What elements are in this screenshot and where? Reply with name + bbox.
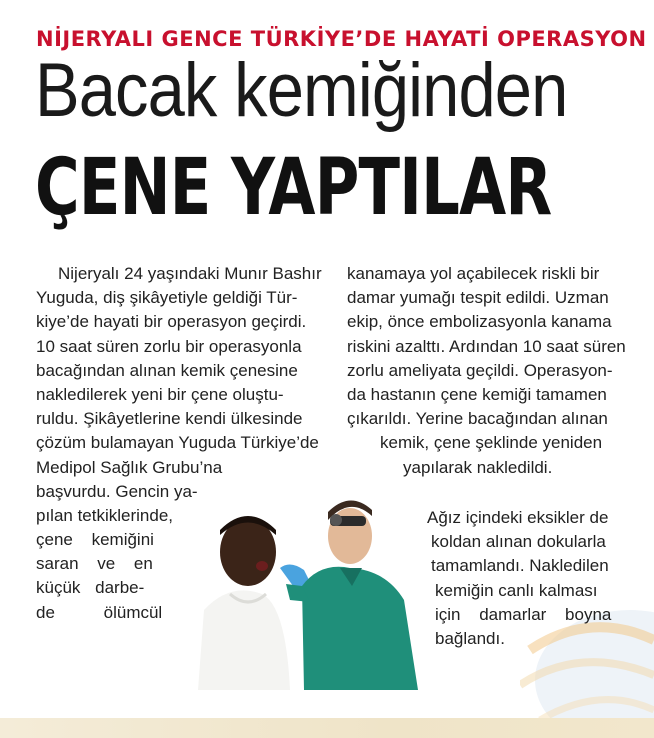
text-line: bacağından alınan kemik çenesine [36,360,298,380]
text-line: Nijeryalı 24 yaşındaki Munır Bashır [58,264,322,283]
text-line: kemiğin canlı kalması [435,580,598,600]
text-line: de ölümcül [36,602,163,622]
text-line: zorlu ameliyata geçildi. Operasyon- [347,360,613,380]
text-line: kiye’de hayati bir operasyon geçirdi. [36,312,307,332]
doctor-examining-patient-photo [190,490,442,690]
text-line: bağlandı. [435,628,505,648]
text-line: kanamaya yol açabilecek riskli bir [347,264,600,283]
kicker-heading: NİJERYALI GENCE TÜRKİYE’DE HAYATİ OPERASYON [36,27,647,51]
text-line: da hastanın çene kemiği tamamen [347,384,607,404]
text-line: koldan alınan dokularla [431,532,606,552]
text-line: 10 saat süren zorlu bir operasyonla [36,336,302,356]
text-line: çene kemiğini [36,530,154,550]
text-line: için damarlar boyna [435,604,612,624]
text-line: yapılarak nakledildi. [403,457,553,477]
text-line: Medipol Sağlık Grubu’na [36,457,223,477]
text-line: Ağız içindeki eksikler de [427,508,609,527]
headline-line-2: ÇENE YAPTILAR [35,143,552,233]
text-line: tamamlandı. Nakledilen [431,556,609,576]
text-line: riskini azalttı. Ardından 10 saat süren [347,336,626,356]
text-line: nakledilerek yeni bir çene oluştu- [36,384,284,404]
text-line: küçük darbe- [36,578,145,598]
text-line: kemik, çene şeklinde yeniden [380,433,603,453]
text-line: çıkarıldı. Yerine bacağından alınan [347,409,608,429]
text-line: ekip, önce embolizasyonla kanama [347,312,612,332]
article-column-right [347,262,629,480]
text-line: saran ve en [36,554,153,574]
footer-band [0,718,654,738]
headline-line-1: Bacak kemiğinden [35,48,568,133]
text-line: Yuguda, diş şikâyetiyle geldiği Tür- [36,288,298,308]
text-line: çözüm bulamayan Yuguda Türkiye’de [36,433,319,453]
text-line: ruldu. Şikâyetlerine kendi ülkesinde [36,409,303,429]
text-line: başvurdu. Gencin ya- [36,481,198,501]
text-line: pılan tetkiklerinde, [36,505,174,525]
text-line: damar yumağı tespit edildi. Uzman [347,288,609,308]
